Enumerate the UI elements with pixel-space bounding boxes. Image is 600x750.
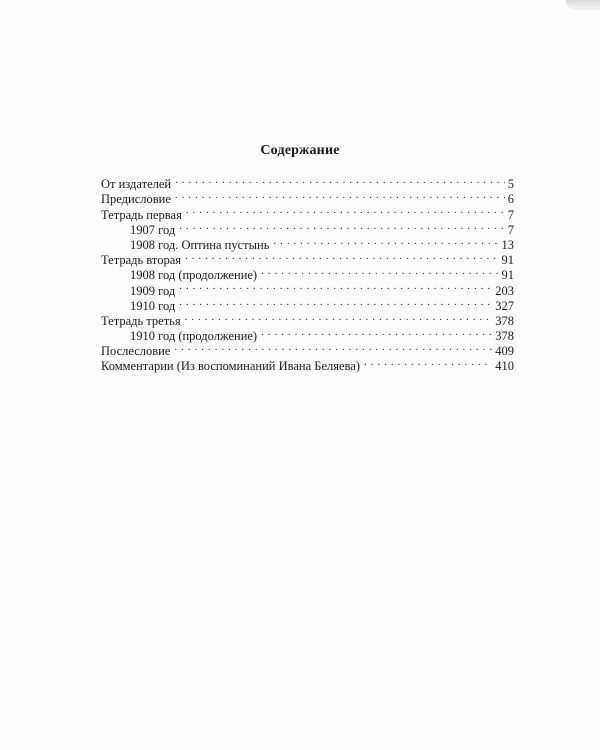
toc-entry-page-number: 7: [507, 207, 514, 222]
toc-entry: [101, 173, 514, 192]
toc-entry-page-number: 6: [507, 192, 514, 207]
toc-entry-label: Предисловие: [101, 192, 171, 207]
toc-entry-page-number: 7: [507, 222, 514, 237]
toc-entry-page-number: 5: [507, 177, 514, 192]
toc-entry-label: От издателей: [101, 177, 172, 192]
toc-entry-page-number: 91: [501, 268, 514, 283]
toc-dot-leader: [261, 325, 492, 340]
toc-entry-label: 1907 год: [130, 222, 176, 237]
toc-entry-label: 1910 год: [130, 298, 176, 313]
toc-entry-label: Тетрадь первая: [101, 207, 182, 222]
toc-entry-label: Тетрадь третья: [101, 313, 181, 328]
toc-entry-label: 1910 год (продолжение): [130, 329, 258, 344]
toc-dot-leader: [185, 310, 493, 325]
toc-entry-page-number: 410: [495, 359, 514, 374]
toc-entry-label: 1909 год: [130, 283, 176, 298]
toc-dot-leader: [179, 295, 492, 310]
toc-entry-label: Комментарии (Из воспоминаний Ивана Беляева): [101, 359, 360, 374]
toc-entry-label: Тетрадь вторая: [101, 253, 181, 268]
toc-entry-label: 1908 год. Оптина пустынь: [130, 237, 270, 252]
toc-dot-leader: [174, 340, 492, 355]
toc-dot-leader: [261, 264, 498, 279]
toc-entry-page-number: 409: [495, 344, 514, 359]
toc-entry-page-number: 378: [495, 313, 514, 328]
toc-entry-label: 1908 год (продолжение): [130, 268, 258, 283]
toc-dot-leader: [364, 355, 492, 370]
page-title: Содержание: [260, 143, 340, 158]
toc-entry-page-number: 203: [495, 283, 514, 298]
toc-dot-leader: [175, 188, 505, 203]
toc-entry-page-number: 327: [495, 298, 514, 313]
toc-dot-leader: [186, 203, 505, 218]
toc-entry-page-number: 91: [501, 253, 514, 268]
toc-dot-leader: [175, 173, 505, 188]
toc-dot-leader: [179, 219, 505, 234]
toc-dot-leader: [273, 234, 498, 249]
toc-entry-page-number: 13: [501, 237, 514, 252]
scan-corner-mark: [566, 0, 600, 10]
toc-entry-label: Послесловие: [101, 344, 171, 359]
toc-entry-page-number: 378: [495, 329, 514, 344]
toc-dot-leader: [179, 279, 492, 294]
toc-dot-leader: [185, 249, 499, 264]
table-of-contents: [101, 173, 514, 374]
